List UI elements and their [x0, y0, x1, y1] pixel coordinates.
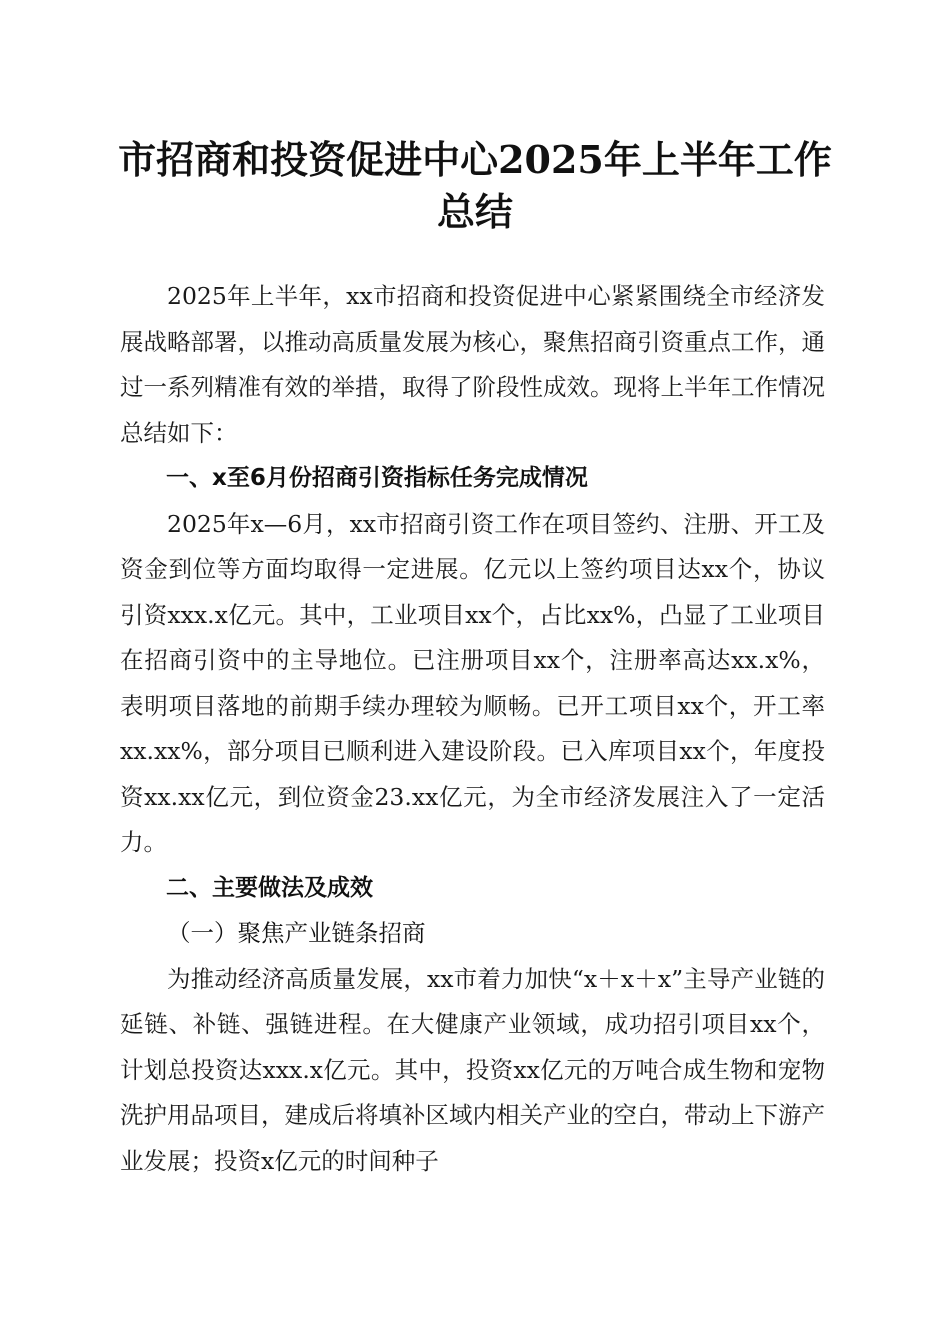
section-1-paragraph: 2025年x—6月，xx市招商引资工作在项目签约、注册、开工及资金到位等方面均取得一定进展。亿元以上签约项目达xx个，协议引资xxx.x亿元。其中，工业项目xx个，占比xx%，凸显了工业项目在招商引资中的主导地位。已注册项目xx个，注册率高达xx.x%，表明项目落地的前期手续办理较为顺畅。已开工项目xx个，开工率xx.xx%，部分项目已顺利进入建设阶段。已入库项目xx个，年度投资xx.xx亿元，到位资金23.xx亿元，为全市经济发展注入了一定活力。 [120, 509, 825, 856]
section-2-heading: 二、主要做法及成效 [166, 874, 373, 901]
document-title: 市招商和投资促进中心2025年上半年工作总结 [118, 137, 832, 234]
section-1-heading: 一、x至6月份招商引资指标任务完成情况 [166, 465, 588, 491]
subsection-1-paragraph: 为推动经济高质量发展，xx市着力加快“x＋x＋x”主导产业链的延链、补链、强链进程。在大健康产业领域，成功招引项目xx个，计划总投资达xxx.x亿元。其中，投资xx亿元的万吨合成生物和宠物洗护用品项目，建成后将填补区域内相关产业的空白，带动上下游产业发展；投资x亿元的时间种子 [120, 964, 825, 1175]
document-body [120, 274, 825, 1184]
intro-paragraph: 2025年上半年，xx市招商和投资促进中心紧紧围绕全市经济发展战略部署，以推动高质量发展为核心，聚焦招商引资重点工作，通过一系列精准有效的举措，取得了阶段性成效。现将上半年工作情况总结如下： [120, 282, 825, 447]
subsection-1-heading: （一）聚焦产业链条招商 [167, 919, 426, 947]
